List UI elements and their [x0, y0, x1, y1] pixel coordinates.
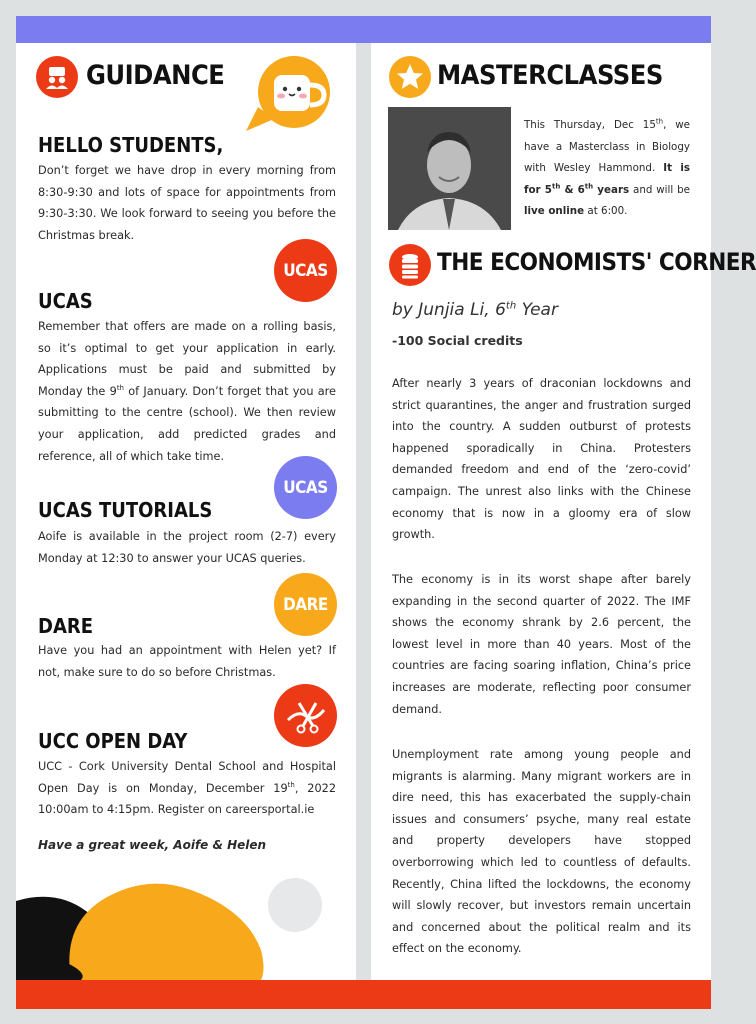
article-headline: -100 Social credits	[392, 333, 523, 348]
signoff: Have a great week, Aoife & Helen	[38, 838, 267, 852]
masterclass-text-sup: th	[551, 182, 561, 191]
byline	[392, 300, 558, 320]
masterclasses-title: MASTERCLASSES	[437, 60, 663, 91]
coin-stack-icon	[389, 244, 431, 286]
byline-sup: th	[505, 300, 517, 312]
dare-text: Have you had an appointment with Helen yet? If not, make sure to do so before Christmas.	[38, 644, 336, 679]
ucc-text-part: , 2022 10:00am to 4:15pm. Register on careersportal.ie	[38, 781, 337, 817]
masterclass-text-part: and will be	[629, 183, 690, 196]
ucc-open-day-title: UCC OPEN DAY	[38, 729, 188, 753]
article-paragraph-2: The economy is in its worst shape after barely expanding in the second quarter of 2022. The IMF shows the economy shrank by 2.6 percent, the lowest level in more than 40 years. Most of the countries are facing soaring inflation, China’s price increases are moderate, reflecting poor consumer demand.	[392, 573, 691, 716]
article-paragraph-3: Unemployment rate among young people and migrants is alarming. Many migrant workers are in dire need, this has exacerbated the supply-chain issues and consumers’ psyche, many real estate and property developers have stopped overborrowing which led to countless of defaults. Recently, China lifted the lockdowns, the economy will slowly recover, but investors remain uncertain and concerned about the political realm and its effect on the economy.	[392, 748, 691, 956]
masterclass-text-bold: It is for 5	[524, 162, 691, 196]
coffee-mug-icon	[244, 55, 334, 135]
right-column	[371, 43, 756, 980]
ucas-badge-label: UCAS	[283, 260, 328, 281]
ucas-badge	[274, 239, 337, 302]
decorative-shapes	[16, 863, 356, 980]
guidance-title: GUIDANCE	[86, 60, 225, 91]
ucc-text-part: UCC - Cork University Dental School and Hospital Open Day is on Monday, December 19	[38, 760, 336, 795]
hello-title: HELLO STUDENTS,	[38, 133, 224, 157]
dare-badge	[274, 573, 337, 636]
top-color-band	[16, 16, 711, 43]
star-icon	[389, 56, 431, 98]
byline-part: Year	[516, 300, 558, 320]
ucas-text-part: of January. Don’t forget that you are submitting to the centre (school). We then review your application, add predicted grades and reference, all of which take time.	[38, 384, 336, 463]
bottom-color-band	[16, 980, 711, 1009]
masterclass-text-sup: th	[655, 117, 664, 126]
masterclass-text-bold: years	[593, 183, 630, 196]
ucas-text	[38, 316, 336, 467]
masterclass-text-part: at 6:00.	[584, 205, 628, 218]
presenter-photo	[388, 107, 511, 230]
guidance-column	[16, 43, 356, 980]
masterclass-text-part: This Thursday, Dec 15	[524, 119, 656, 131]
hello-text: Don’t forget we have drop in every morning from 8:30-9:30 and lots of space for appointments from 9:30-3:30. We look forward to seeing you before the Christmas break.	[38, 164, 336, 242]
dare-title: DARE	[38, 614, 94, 638]
ribbon-cutting-icon	[274, 684, 337, 747]
people-chat-icon	[36, 56, 78, 98]
ucas-text-sup: th	[116, 384, 124, 393]
dare-badge-label: DARE	[283, 594, 328, 615]
ucc-text-sup: th	[287, 780, 295, 789]
masterclass-text-part: , we have a Masterclass in Biology with Wesley Hammond.	[524, 119, 690, 175]
ucas-tutorials-badge	[274, 456, 337, 519]
masterclass-text-sup: th	[584, 182, 594, 191]
masterclass-text-bold: live online	[524, 205, 585, 218]
ucas-tutorials-title: UCAS TUTORIALS	[38, 498, 213, 522]
ucas-text-part: Remember that offers are made on a rolling basis, so it’s optimal to get your application in early. Applications must be paid and submitted by Monday the 9	[38, 320, 336, 398]
masterclass-text-bold: & 6	[560, 183, 585, 196]
ucas-tutorials-badge-label: UCAS	[283, 477, 328, 498]
byline-part: by Junjia Li, 6	[392, 300, 506, 320]
ucc-open-day-text	[38, 756, 336, 821]
ucas-tutorials-text: Aoife is available in the project room (2-7) every Monday at 12:30 to answer your UCAS queries.	[38, 530, 336, 565]
article-paragraph-1: After nearly 3 years of draconian lockdowns and strict quarantines, the anger and frustration surged into the country. A sudden outburst of protests happened sporadically in China. Protesters demanded freedom and end of the ‘zero-covid’ campaign. The unrest also links with the Chinese economy that is now in a gloomy era of slow growth.	[392, 377, 691, 542]
masterclass-text	[524, 115, 690, 223]
ucas-title: UCAS	[38, 289, 93, 313]
economists-corner-title: THE ECONOMISTS' CORNER	[437, 248, 756, 276]
